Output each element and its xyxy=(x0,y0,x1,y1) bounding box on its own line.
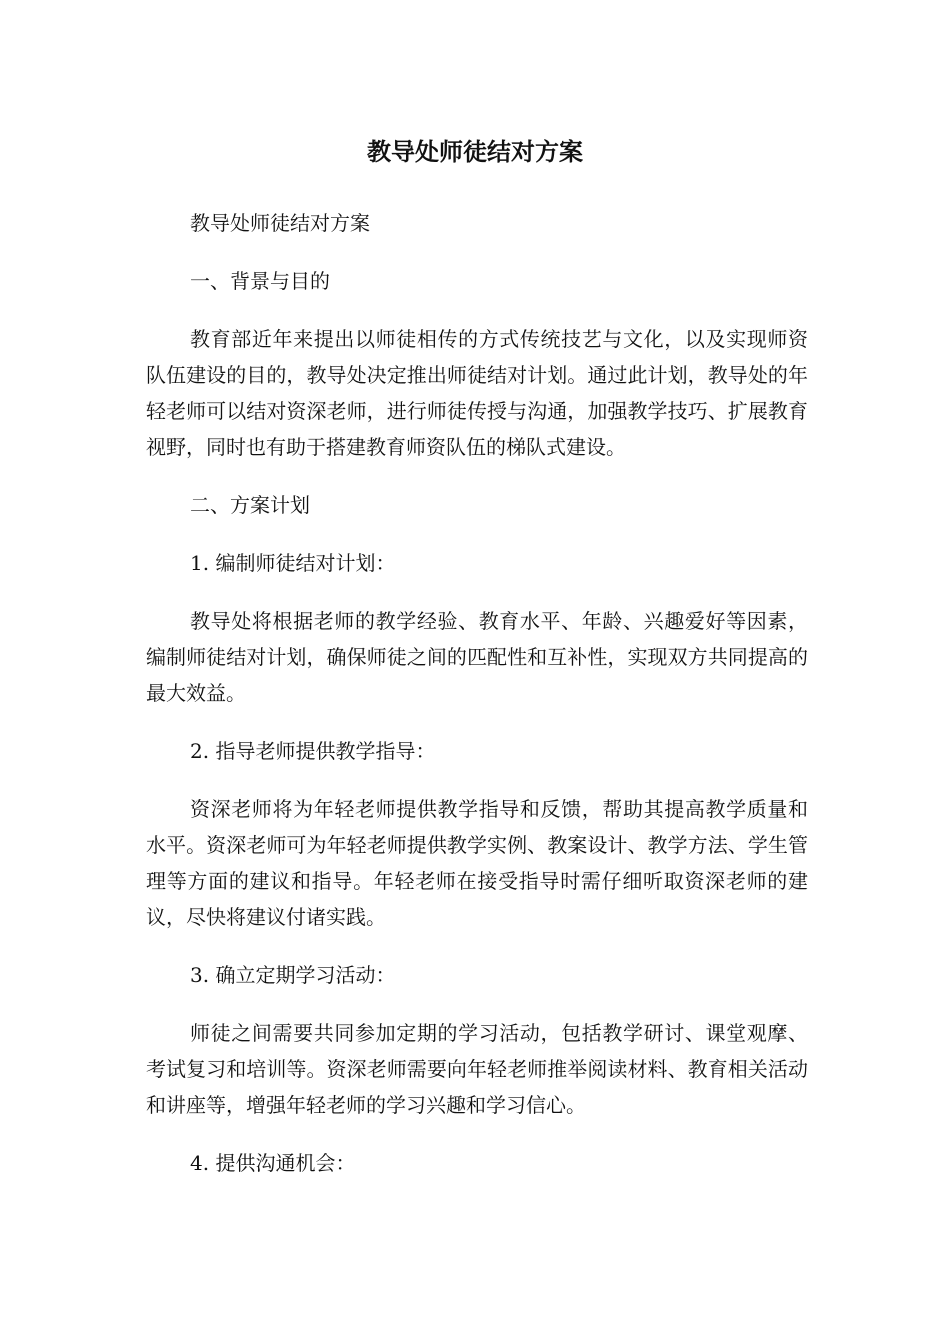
document-body xyxy=(146,205,808,1203)
paragraph-item-2: 资深老师将为年轻老师提供教学指导和反馈，帮助其提高教学质量和水平。资深老师可为年轻老师提供教学实例、教案设计、教学方法、学生管理等方面的建议和指导。年轻老师在接受指导时需仔细听取资深老师的建议，尽快将建议付诸实践。 xyxy=(146,797,808,929)
paragraph-background: 教育部近年来提出以师徒相传的方式传统技艺与文化，以及实现师资队伍建设的目的，教导处决定推出师徒结对计划。通过此计划，教导处的年轻老师可以结对资深老师，进行师徒传授与沟通，加强教学技巧、扩展教育视野，同时也有助于搭建教育师资队伍的梯队式建设。 xyxy=(146,327,808,459)
paragraph-item-1: 教导处将根据老师的教学经验、教育水平、年龄、兴趣爱好等因素，编制师徒结对计划，确保师徒之间的匹配性和互补性，实现双方共同提高的最大效益。 xyxy=(146,609,808,705)
paragraph-subtitle: 教导处师徒结对方案 xyxy=(190,211,370,235)
item-heading-4: 4. 提供沟通机会： xyxy=(190,1151,356,1175)
paragraph-item-3: 师徒之间需要共同参加定期的学习活动，包括教学研讨、课堂观摩、考试复习和培训等。资深老师需要向年轻老师推举阅读材料、教育相关活动和讲座等，增强年轻老师的学习兴趣和学习信心。 xyxy=(146,1021,808,1117)
item-heading-1: 1. 编制师徒结对计划： xyxy=(190,551,396,575)
section-heading-plan: 二、方案计划 xyxy=(190,493,310,517)
section-heading-background: 一、背景与目的 xyxy=(190,269,330,293)
item-heading-2: 2. 指导老师提供教学指导： xyxy=(190,739,436,763)
item-heading-3: 3. 确立定期学习活动： xyxy=(190,963,396,987)
document-title: 教导处师徒结对方案 xyxy=(367,138,583,166)
